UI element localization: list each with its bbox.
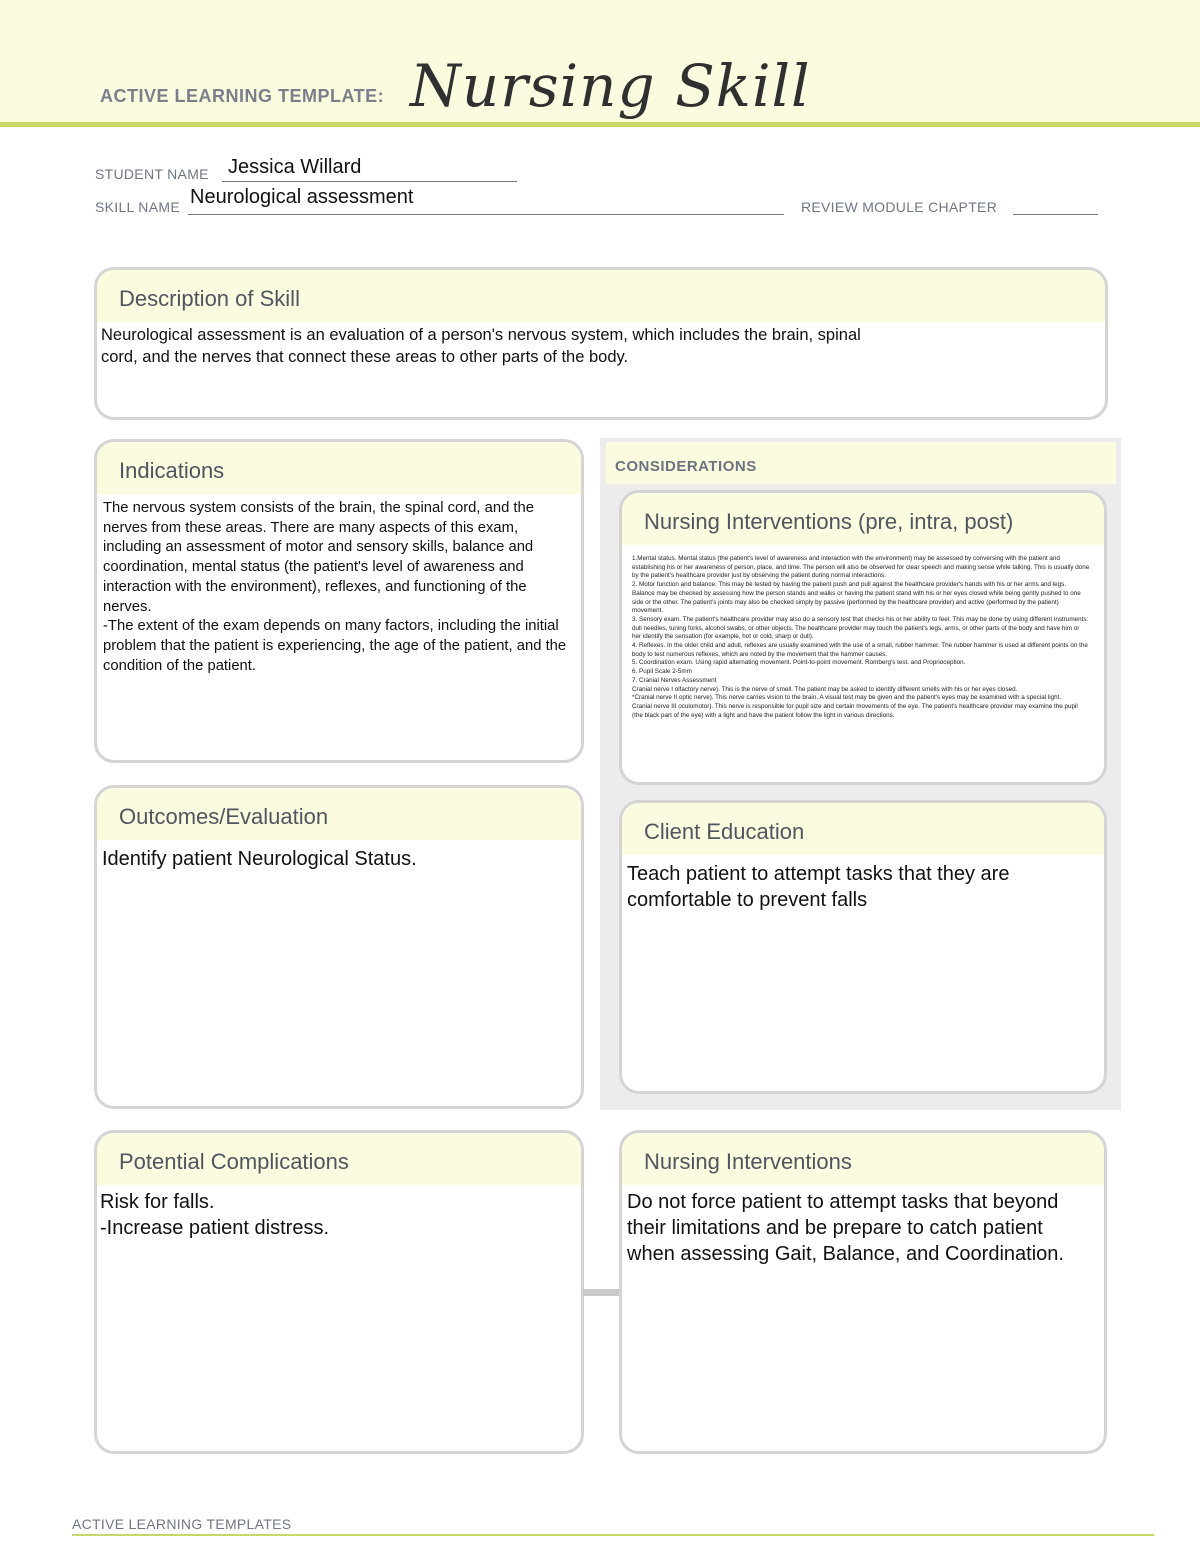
- header-rule: [0, 122, 1200, 127]
- considerations-label: CONSIDERATIONS: [615, 458, 757, 475]
- footer-text: ACTIVE LEARNING TEMPLATES: [72, 1516, 292, 1532]
- nursing-interventions-section: [619, 1130, 1107, 1454]
- description-text[interactable]: Neurological assessment is an evaluation of a person's nervous system, which includes the brain, spinal cord, and the nerves that connect these areas to other parts of the body.: [101, 326, 861, 366]
- indications-section: [94, 439, 584, 763]
- intervention-paragraph: 2. Motor function and balance. This may be tested by having the patient push and pull against the healthcare provider's hands with his or her arms and legs. Balance may be checked by assessing how the person stands and walks or having the patient stand with his or her eyes closed while being gently pushed to one side or the other. The patient's joints may also be checked simply by passive (performed by the healthcare provider) and active (performed by the patient) movement.: [632, 581, 1081, 615]
- review-module-label: REVIEW MODULE CHAPTER: [801, 199, 998, 215]
- nursing-interventions-pip-title: Nursing Interventions (pre, intra, post): [622, 493, 1104, 545]
- student-name-label: STUDENT NAME: [95, 166, 209, 182]
- intervention-paragraph: 4. Reflexes. In the older child and adult, reflexes are usually examined with the use of a small, rubber hammer. The rubber hammer is used at different points on the body to test numerous reflexes, which are noted by the movement that the hammer causes.: [632, 642, 1088, 658]
- outcomes-section: [94, 785, 584, 1109]
- review-module-line: [1013, 214, 1098, 215]
- section-connector: [583, 1289, 621, 1296]
- intervention-paragraph: Cranial nerve I olfactory nerve). This is the nerve of smell. The patient may be asked to identify different smells with his or her eyes closed.: [632, 685, 1018, 693]
- skill-name-label: SKILL NAME: [95, 199, 180, 215]
- intervention-paragraph: Cranial nerve III oculomotor). This nerve is responsible for pupil size and certain movements of the eye. The patient's healthcare provider may examine the pupil (the black part of the eye) with a light and have the patient follow the light in various directions.: [632, 702, 1078, 719]
- intervention-paragraph: 7. Cranial Nerves Assessment: [632, 676, 717, 684]
- client-education-section: [619, 800, 1107, 1094]
- client-education-text[interactable]: Teach patient to attempt tasks that they are comfortable to prevent falls: [627, 863, 1010, 911]
- description-section: [94, 267, 1108, 420]
- nursing-interventions-title: Nursing Interventions: [622, 1133, 1104, 1185]
- complications-section: [94, 1130, 584, 1454]
- skill-name-line: [188, 214, 784, 215]
- nursing-interventions-text[interactable]: Do not force patient to attempt tasks that beyond their limitations and be prepare to catch patient when assessing Gait, Balance, and Coordination.: [627, 1191, 1064, 1265]
- student-name-field[interactable]: Jessica Willard: [228, 156, 362, 178]
- intervention-paragraph: 5. Coordination exam. Using rapid alternating movement. Point-to-point movement. Romberg's test. and Proprioception.: [632, 659, 966, 667]
- outcomes-title: Outcomes/Evaluation: [97, 788, 581, 840]
- page-title: Nursing Skill: [410, 52, 811, 120]
- template-prefix: ACTIVE LEARNING TEMPLATE:: [100, 86, 385, 106]
- nursing-interventions-pip-text[interactable]: [622, 545, 1104, 720]
- client-education-title: Client Education: [622, 803, 1104, 855]
- complications-title: Potential Complications: [97, 1133, 581, 1185]
- intervention-paragraph: 3. Sensory exam. The patient's healthcare provider may also do a sensory test that checks his or her ability to feel. This may be done by using different instruments: dull needles, tuning forks, alcohol swabs, or other objects. The healthcare provider may touch the patient's legs, arms, or other parts of the body and have him or her identify the sensation (for example, hot or cold, sharp or dull).: [632, 615, 1089, 641]
- intervention-paragraph: 6. Pupil Scale 2-5mm: [632, 668, 692, 676]
- description-title: Description of Skill: [97, 270, 1105, 322]
- indications-text[interactable]: The nervous system consists of the brain, the spinal cord, and the nerves from these areas. There are many aspects of this exam, including an assessment of motor and sensory skills, balance and coordination, mental status (the patient's level of awareness and interaction with the environment), reflexes, and functioning of the nerves. -The extent of the exam depends on many factors, including the initial problem that the patient is experiencing, the age of the patient, and the condition of the patient.: [103, 500, 567, 674]
- indications-title: Indications: [97, 442, 581, 494]
- intervention-paragraph: *Cranial nerve II optic nerve). This nerve carries vision to the brain. A visual test may be given and the patient's eyes may be examined with a special light.: [632, 694, 1062, 702]
- outcomes-text[interactable]: Identify patient Neurological Status.: [102, 848, 417, 870]
- skill-name-field[interactable]: Neurological assessment: [190, 186, 414, 208]
- complications-text[interactable]: Risk for falls. -Increase patient distress.: [100, 1191, 329, 1239]
- nursing-interventions-pip-section: [619, 490, 1107, 785]
- footer-rule: [72, 1534, 1154, 1536]
- intervention-paragraph: 1.Mental status. Mental status (the patient's level of awareness and interaction with the environment) may be assessed by conversing with the patient and establishing his or her awareness of person, place, and time. The person will also be observed for clear speech and making sense while talking. This is usually done by the patient's healthcare provider just by observing the patient during normal interactions.: [632, 555, 1090, 580]
- student-name-line: [222, 181, 517, 182]
